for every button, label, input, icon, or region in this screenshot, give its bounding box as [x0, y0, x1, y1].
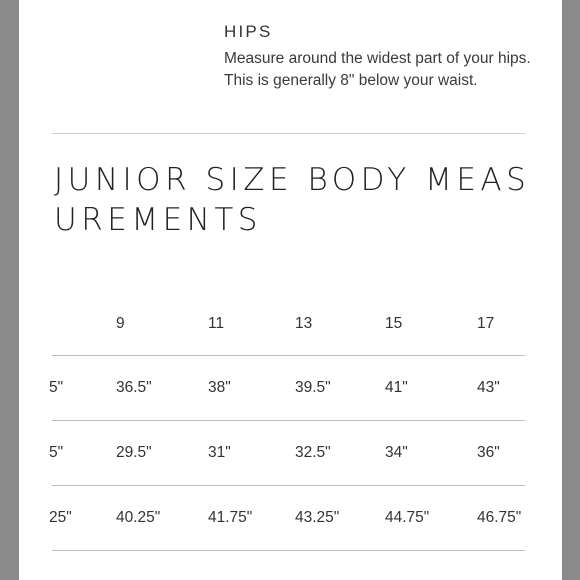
table-cell: 36.5"	[116, 379, 152, 396]
table-header-cell: 17	[477, 315, 495, 332]
table-cell: 34"	[385, 444, 408, 461]
table-cell: 25"	[49, 509, 72, 526]
table-cell: 44.75"	[385, 509, 430, 526]
table-cell: 32.5"	[295, 444, 331, 461]
hips-description: Measure around the widest part of your hips. This is generally 8" below your waist.	[224, 50, 531, 89]
table-header-row	[19, 300, 562, 356]
table-cell: 5"	[49, 444, 64, 461]
table-cell: 39.5"	[295, 379, 331, 396]
table-cell: 36"	[477, 444, 500, 461]
table-cell: 43"	[477, 379, 500, 396]
table-header-cell: 13	[295, 315, 313, 332]
content-panel	[19, 0, 562, 580]
table-cell: 38"	[208, 379, 231, 396]
table-row	[19, 356, 562, 421]
table-row	[19, 421, 562, 486]
row-divider	[52, 550, 525, 552]
table-cell: 41.75"	[208, 509, 253, 526]
table-header-cell: 11	[208, 315, 225, 332]
hips-section	[224, 20, 544, 92]
table-header-cell: 9	[116, 315, 125, 332]
table-cell: 43.25"	[295, 509, 340, 526]
table-cell: 29.5"	[116, 444, 152, 461]
section-title: JUNIOR SIZE BODY MEASUREMENTS	[54, 162, 531, 238]
table-cell: 31"	[208, 444, 231, 461]
table-cell: 40.25"	[116, 509, 161, 526]
table-header-cell: 15	[385, 315, 403, 332]
table-cell: 5"	[49, 379, 64, 396]
section-divider	[52, 133, 525, 134]
size-table	[19, 300, 562, 551]
table-cell: 41"	[385, 379, 408, 396]
hips-heading: HIPS	[224, 22, 273, 41]
table-cell: 46.75"	[477, 509, 522, 526]
table-row	[19, 486, 562, 551]
